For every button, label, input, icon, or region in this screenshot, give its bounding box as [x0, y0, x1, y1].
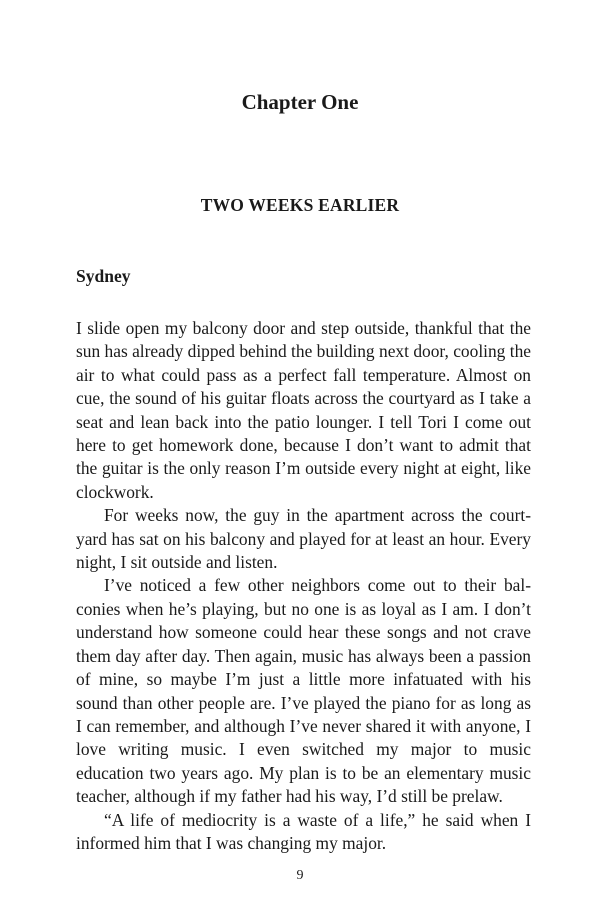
chapter-title: Chapter One	[241, 90, 359, 114]
paragraph-4: “A life of mediocrity is a waste of a life,” he said when I informed him that I was changing my major.	[76, 809, 531, 853]
narrator-name: Sydney	[76, 266, 131, 286]
page-number: 9	[296, 868, 304, 883]
paragraph-3: I’ve noticed a few other neighbors come out to their balconies when he’s playing, but no one is as loyal as I am. I don’t understand how someone could hear these songs and not crave them day after day. Then again, music has always been a passion of mine, so maybe I’m just a little more infatuated with his sound than other people are. I’ve played the piano for as long as I can remember, and although I’ve never shared it with anyone, I love writing music. I even switched my major to music education two years ago. My plan is to be an elementary music teacher, although if my father had his way, I’d still be prelaw.	[76, 575, 531, 807]
paragraph-1: I slide open my balcony door and step outside, thankful that the sun has already dipped behind the building next door, cooling the air to what could pass as a perfect fall temperature. Almost on cue, the sound of his guitar floats across the courtyard as I take a seat and lean back into the patio lounger. I tell Tori I come out here to get homework done, because I don’t want to admit that the guitar is the only reason I’m outside every night at eight, like clockwork.	[76, 318, 531, 502]
time-subheading: TWO WEEKS EARLIER	[200, 195, 400, 215]
chapter-body	[76, 317, 531, 855]
paragraph-2: For weeks now, the guy in the apartment across the courtyard has sat on his balcony and played for at least an hour. Every night, I sit outside and listen.	[76, 505, 531, 573]
